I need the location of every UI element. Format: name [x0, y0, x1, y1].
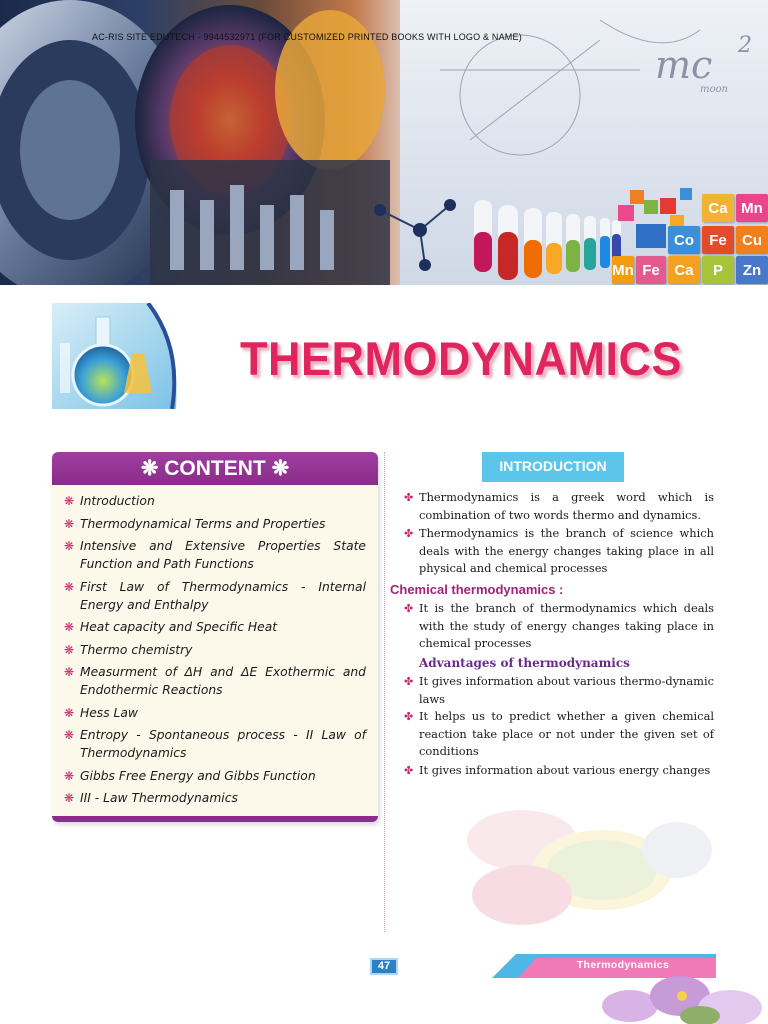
asterisk-bullet-icon: ❋ — [64, 516, 75, 531]
element-symbol: Fe — [642, 261, 660, 279]
asterisk-bullet-icon: ❋ — [64, 665, 75, 679]
introduction-section — [390, 489, 714, 779]
element-symbol: Co — [674, 231, 694, 249]
contents-item — [64, 515, 366, 533]
asterisk-bullet-icon: ❋ — [64, 705, 75, 720]
element-tiles — [612, 194, 768, 285]
element-symbol: Ca — [708, 199, 728, 217]
page-title: THERMODYNAMICS — [240, 331, 682, 386]
cross-bullet-icon: ✤ — [404, 710, 414, 723]
asterisk-bullet-icon: ❋ — [64, 579, 75, 594]
introduction-heading: INTRODUCTION — [482, 452, 624, 482]
element-symbol: P — [712, 261, 723, 279]
element-tile — [702, 256, 734, 284]
contents-item-label: Entropy - Spontaneous process - II Law of Thermodynamics — [80, 728, 366, 760]
contents-item — [64, 789, 366, 807]
contents-item-label: Heat capacity and Specific Heat — [80, 620, 278, 634]
introduction-point-text: Thermodynamics is a greek word which is combination of two words thermo and dynamics. — [419, 490, 714, 522]
element-tile — [636, 256, 666, 284]
element-tile — [612, 256, 634, 284]
element-symbol: Ca — [674, 261, 694, 279]
asterisk-bullet-icon: ❋ — [64, 791, 75, 805]
cross-bullet-icon: ✤ — [404, 675, 414, 688]
sketch-word: moon — [700, 84, 728, 95]
contents-item-label: Thermo chemistry — [80, 642, 193, 657]
advantage-point-text: It helps us to predict whether a given chemical reaction take place or not under the given set of conditions — [419, 709, 714, 758]
flower-illustration — [570, 966, 768, 1024]
contents-item — [64, 641, 366, 659]
element-symbol: Fe — [709, 231, 727, 249]
page-number: 47 — [370, 958, 398, 975]
contents-item — [64, 704, 366, 722]
element-symbol: Zn — [742, 261, 762, 279]
chemical-point — [402, 600, 714, 653]
element-tile — [736, 194, 768, 222]
contents-heading: ❋ CONTENT ❋ — [52, 452, 378, 485]
contents-item-label: III - Law Thermodynamics — [80, 791, 238, 805]
asterisk-bullet-icon: ❋ — [64, 539, 75, 553]
cross-bullet-icon: ✤ — [404, 527, 414, 540]
header-banner — [0, 0, 768, 285]
contents-item-label: Hess Law — [80, 705, 138, 720]
contents-footer-bar — [52, 816, 378, 822]
element-tile — [668, 226, 700, 254]
contents-item-label: Intensive and Extensive Properties State Function and Path Functions — [80, 539, 366, 571]
asterisk-bullet-icon: ❋ — [64, 768, 75, 783]
contents-list — [64, 492, 366, 812]
advantage-point — [402, 673, 714, 708]
contents-item — [64, 663, 366, 699]
advantages-heading: Advantages of thermodynamics — [419, 655, 630, 670]
contents-item — [64, 767, 366, 785]
asterisk-bullet-icon: ❋ — [64, 494, 75, 508]
contents-item-label: First Law of Thermodynamics - Internal Energy and Enthalpy — [80, 579, 366, 612]
cross-bullet-icon: ✤ — [404, 602, 414, 615]
element-symbol: Mn — [612, 261, 634, 279]
contents-item-label: Gibbs Free Energy and Gibbs Function — [80, 768, 316, 783]
chemical-thermodynamics-list — [402, 600, 714, 653]
advantage-point — [402, 708, 714, 761]
petri-dish-illustration — [462, 800, 712, 930]
contents-item-label: Introduction — [80, 494, 155, 508]
footer-section-label: Thermodynamics — [576, 959, 670, 971]
formula-text: mc — [655, 43, 713, 87]
asterisk-bullet-icon: ❋ — [64, 620, 75, 634]
element-symbol: Cu — [742, 231, 762, 249]
banner-caption: AC-RIS SITE EDUTECH - 9944532971 (FOR CUSTOMIZED PRINTED BOOKS WITH LOGO & NAME) — [92, 32, 522, 42]
contents-item-label: Measurment of ΔH and ΔE Exothermic and Endothermic Reactions — [80, 665, 366, 697]
asterisk-bullet-icon: ❋ — [64, 728, 75, 742]
element-tile — [668, 256, 700, 284]
contents-item-label: Thermodynamical Terms and Properties — [80, 516, 326, 531]
cross-bullet-icon: ✤ — [404, 491, 414, 504]
introduction-list — [402, 489, 714, 578]
contents-item — [64, 578, 366, 614]
advantage-point-text: It gives information about various energy changes — [419, 762, 711, 777]
chemical-point-text: It is the branch of thermodynamics which deals with the study of energy changes taking place in chemical processes — [419, 601, 714, 650]
contents-item — [64, 726, 366, 762]
asterisk-bullet-icon: ❋ — [64, 642, 75, 657]
element-tile — [736, 256, 768, 284]
introduction-point-text: Thermodynamics is the branch of science which deals with the energy changes taking place in all physical and chemical processes — [419, 526, 714, 575]
contents-panel — [52, 452, 378, 822]
element-tile — [702, 194, 734, 222]
introduction-point — [402, 489, 714, 524]
cross-bullet-icon: ✤ — [404, 763, 414, 777]
element-symbol: Mn — [741, 199, 763, 217]
element-tile — [702, 226, 734, 254]
chemical-thermodynamics-heading: Chemical thermodynamics : — [390, 581, 564, 597]
contents-item — [64, 537, 366, 573]
contents-item — [64, 492, 366, 510]
element-tile — [736, 226, 768, 254]
advantage-point-text: It gives information about various thermo-dynamic laws — [419, 674, 714, 706]
advantages-list — [402, 673, 714, 779]
introduction-point — [402, 525, 714, 578]
formula-exponent: 2 — [738, 33, 752, 58]
advantage-point — [402, 762, 714, 780]
contents-item — [64, 618, 366, 636]
column-divider — [384, 452, 385, 932]
flask-illustration — [52, 303, 180, 409]
